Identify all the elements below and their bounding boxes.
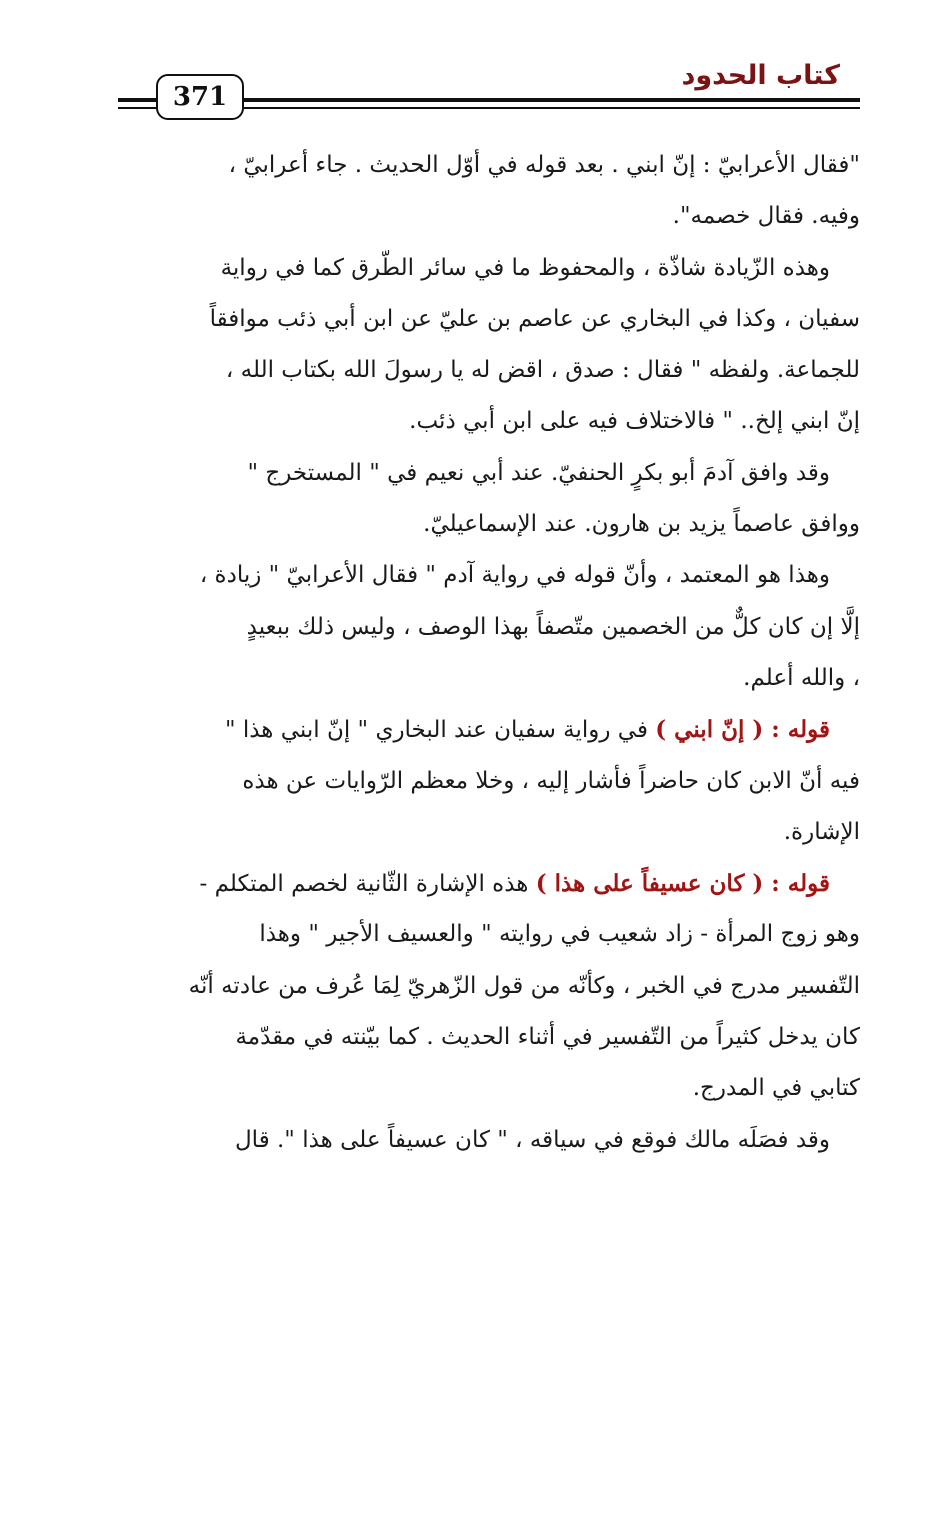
text-segment: هذه الإشارة الثّانية لخصم المتكلم - bbox=[199, 871, 536, 898]
text-line: وفيه. فقال خصمه". bbox=[672, 203, 860, 230]
text-line: وقد وافق آدمَ أبو بكرٍ الحنفيّ. عند أبي نعيم في " المستخرج " bbox=[247, 459, 830, 486]
page-header bbox=[118, 52, 860, 122]
commentary-lemma: قوله : ( إنّ ابني ) bbox=[655, 716, 830, 744]
text-line bbox=[118, 858, 860, 909]
text-segment: في رواية سفيان عند البخاري " إنّ ابني هذا " bbox=[224, 717, 656, 744]
text-line: سفيان ، وكذا في البخاري عن عاصم بن عليّ عن ابن أبي ذئب موافقاً bbox=[209, 305, 860, 332]
text-line bbox=[118, 704, 860, 755]
text-line: إلَّا إن كان كلٌّ من الخصمين متّصفاً بهذا الوصف ، وليس ذلك ببعيدٍ bbox=[246, 613, 860, 640]
text-line: إنّ ابني إلخ.. " فالاختلاف فيه على ابن أبي ذئب. bbox=[409, 408, 860, 435]
text-line: كتابي في المدرج. bbox=[692, 1075, 860, 1102]
text-line: ووافق عاصماً يزيد بن هارون. عند الإسماعيليّ. bbox=[423, 511, 860, 538]
text-line: الإشارة. bbox=[783, 818, 860, 845]
text-line: وقد فصَلَه مالك فوقع في سياقه ، " كان عسيفاً على هذا ". قال bbox=[234, 1126, 830, 1153]
text-line: كان يدخل كثيراً من التّفسير في أثناء الحديث . كما بيّنته في مقدّمة bbox=[235, 1024, 860, 1051]
text-line: وهذا هو المعتمد ، وأنّ قوله في رواية آدم " فقال الأعرابيّ " زيادة ، bbox=[199, 562, 830, 589]
page-body bbox=[118, 140, 860, 1166]
text-line: وهو زوج المرأة - زاد شعيب في روايته " والعسيف الأجير " وهذا bbox=[259, 921, 860, 948]
text-line: ، والله أعلم. bbox=[743, 664, 860, 691]
commentary-lemma: قوله : ( كان عسيفاً على هذا ) bbox=[535, 870, 830, 898]
text-line: وهذه الزّيادة شاذّة ، والمحفوظ ما في سائر الطّرق كما في رواية bbox=[220, 254, 830, 281]
page-number-box bbox=[156, 74, 244, 120]
book-title: كتاب الحدود bbox=[681, 60, 840, 91]
text-line: للجماعة. ولفظه " فقال : صدق ، اقض له يا رسولَ الله بكتاب الله ، bbox=[225, 357, 860, 384]
text-line: فيه أنّ الابن كان حاضراً فأشار إليه ، وخلا معظم الرّوايات عن هذه bbox=[242, 767, 860, 794]
text-line: التّفسير مدرج في الخبر ، وكأنّه من قول الزّهريّ لِمَا عُرف من عادته أنّه bbox=[188, 972, 860, 999]
page-number: 371 bbox=[172, 82, 228, 112]
text-line: "فقال الأعرابيّ : إنّ ابني . بعد قوله في أوّل الحديث . جاء أعرابيّ ، bbox=[228, 152, 860, 178]
